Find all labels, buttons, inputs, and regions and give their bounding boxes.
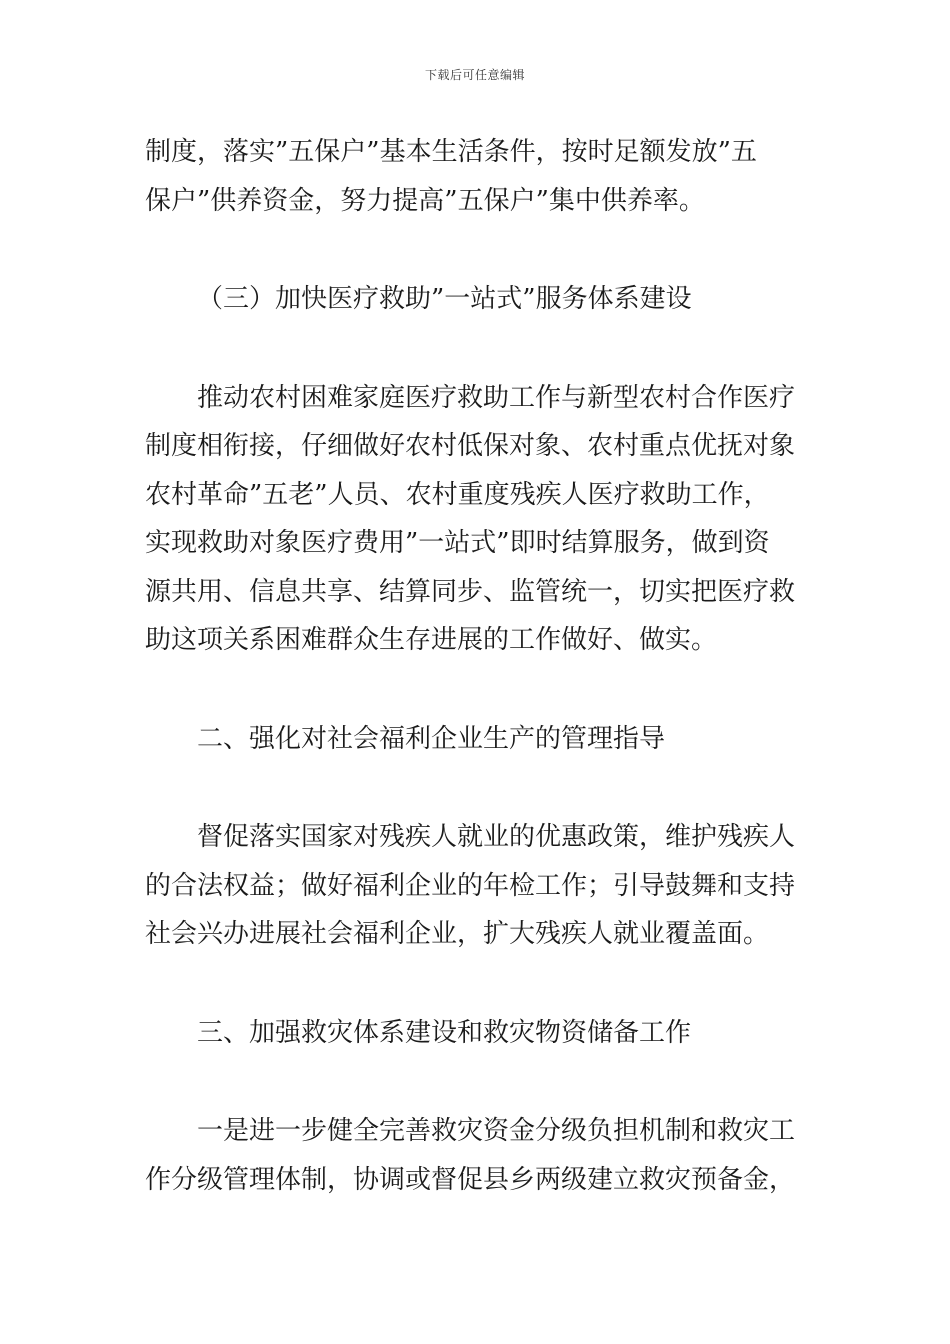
heading-text: （三）加快医疗救助”一站式”服务体系建设 — [197, 284, 692, 314]
paragraph-disaster-relief — [145, 1107, 810, 1204]
text-line: 保户”供养资金，努力提高”五保户”集中供养率。 — [145, 185, 705, 216]
text-line: 的合法权益；做好福利企业的年检工作；引导鼓舞和支持 — [145, 870, 796, 901]
text-line: 助这项关系困难群众生存进展的工作做好、做实。 — [145, 625, 718, 655]
text-line: 制度，落实”五保户”基本生活条件，按时足额发放”五 — [145, 137, 757, 167]
text-line: 推动农村困难家庭医疗救助工作与新型农村合作医疗 — [197, 382, 796, 413]
text-line: 农村革命”五老”人员、农村重度残疾人医疗救助工作， — [145, 479, 770, 510]
heading-text: 二、强化对社会福利企业生产的管理指导 — [197, 723, 666, 754]
text-line: 一是进一步健全完善救灾资金分级负担机制和救灾工 — [197, 1116, 796, 1146]
section-heading-welfare-enterprises — [145, 715, 810, 764]
text-line: 作分级管理体制，协调或督促县乡两级建立救灾预备金， — [145, 1164, 796, 1195]
text-line: 源共用、信息共享、结算同步、监管统一，切实把医疗救 — [145, 576, 796, 607]
page-header-note: 下载后可任意编辑 — [424, 68, 525, 82]
paragraph-continuation — [145, 128, 810, 225]
section-heading-disaster-relief — [145, 1009, 810, 1058]
paragraph-welfare-enterprises — [145, 813, 810, 959]
heading-text: 三、加强救灾体系建设和救灾物资储备工作 — [197, 1017, 692, 1048]
document-body — [145, 128, 810, 1204]
paragraph-medical-assistance — [145, 374, 810, 665]
section-heading-medical-assistance — [145, 275, 810, 324]
text-line: 实现救助对象医疗费用”一站式”即时结算服务，做到资 — [145, 528, 770, 558]
text-line: 社会兴办进展社会福利企业，扩大残疾人就业覆盖面。 — [145, 919, 770, 949]
text-line: 制度相衔接，仔细做好农村低保对象、农村重点优抚对象 — [145, 431, 796, 461]
text-line: 督促落实国家对残疾人就业的优惠政策，维护残疾人 — [197, 822, 796, 852]
